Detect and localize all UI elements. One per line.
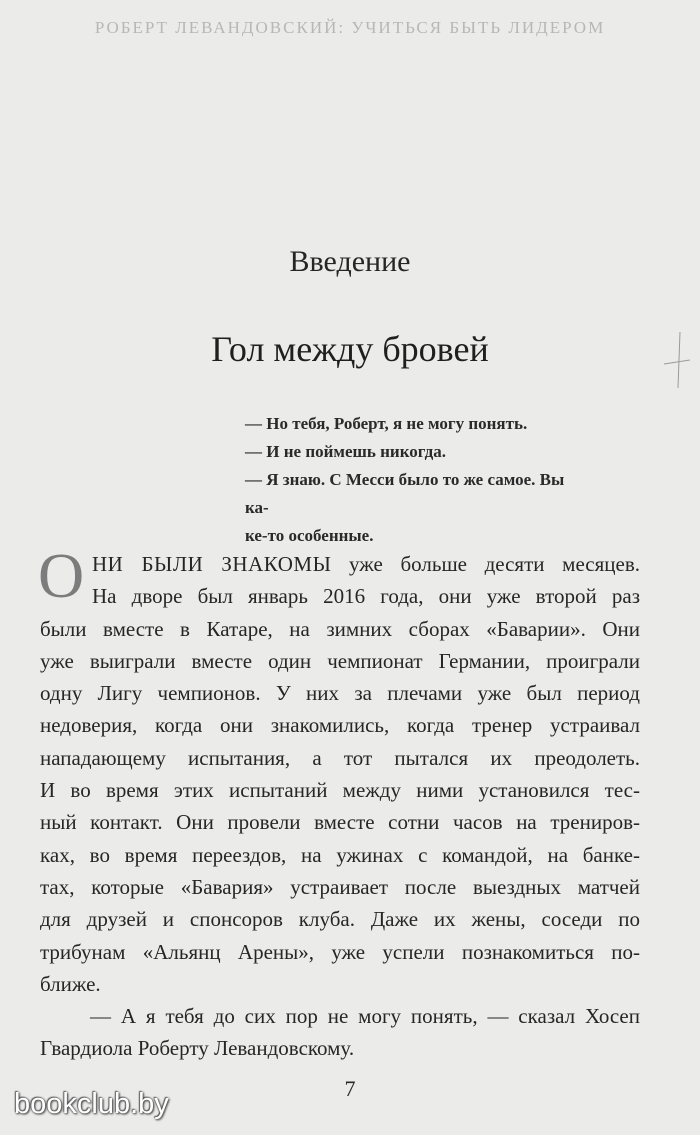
epigraph-line: — Но тебя, Роберт, я не могу понять.: [245, 414, 528, 433]
page-number: 7: [344, 1076, 356, 1101]
paragraph-line: нападающему испытания, а тот пытался их преодолеть.: [40, 745, 640, 770]
paragraph-line: для друзей и спонсоров клуба. Даже их жены, соседи по: [40, 907, 640, 932]
section-label: Введение: [289, 245, 411, 278]
dialogue-line: — А я тебя до сих пор не могу понять, — сказал Хосеп: [90, 1004, 640, 1029]
dialogue-line: Гвардиола Роберту Левандовскому.: [40, 1036, 355, 1061]
first-line-rest: уже больше десяти месяцев.: [331, 552, 640, 576]
paragraph-line: уже выиграли вместе один чемпионат Германии, проиграли: [40, 648, 640, 673]
paragraph-line: ках, во время переездов, на ужинах с командой, на банке-: [40, 842, 640, 867]
paragraph-line: И во время этих испытаний между ними установился тес-: [40, 778, 640, 803]
pencil-mark-icon: [662, 330, 692, 390]
epigraph: [245, 410, 590, 550]
paragraph-line: ный контакт. Они провели вместе сотни часов на трениров-: [40, 810, 640, 835]
drop-cap: О: [38, 540, 85, 611]
first-line-caps: НИ БЫЛИ ЗНАКОМЫ: [92, 552, 332, 576]
paragraph-line: На дворе был январь 2016 года, они уже второй раз: [92, 584, 640, 609]
epigraph-line: ке-то особенные.: [245, 526, 374, 545]
paragraph-line: тах, которые «Бавария» устраивает после выездных матчей: [40, 874, 640, 899]
chapter-title: Гол между бровей: [211, 329, 489, 369]
running-head: РОБЕРТ ЛЕВАНДОВСКИЙ: УЧИТЬСЯ БЫТЬ ЛИДЕРОМ: [94, 18, 606, 37]
body-text: [38, 540, 640, 1065]
paragraph-line: трибунам «Альянц Арены», уже успели познакомиться по-: [40, 939, 640, 964]
watermark-logo: bookclub.by: [14, 1088, 169, 1120]
paragraph-line: недоверия, когда они знакомились, когда тренер устраивал: [40, 713, 640, 738]
bleed-through-text: [28, 90, 683, 123]
paragraph-line: ближе.: [40, 971, 101, 996]
epigraph-line: — Я знаю. С Месси было то же самое. Вы ка-: [245, 470, 565, 517]
paragraph-line: были вместе в Катаре, на зимних сборах «Баварии». Они: [40, 616, 640, 641]
paragraph-line: одну Лигу чемпионов. У них за плечами уже был период: [40, 681, 640, 706]
epigraph-line: — И не поймешь никогда.: [245, 442, 447, 461]
